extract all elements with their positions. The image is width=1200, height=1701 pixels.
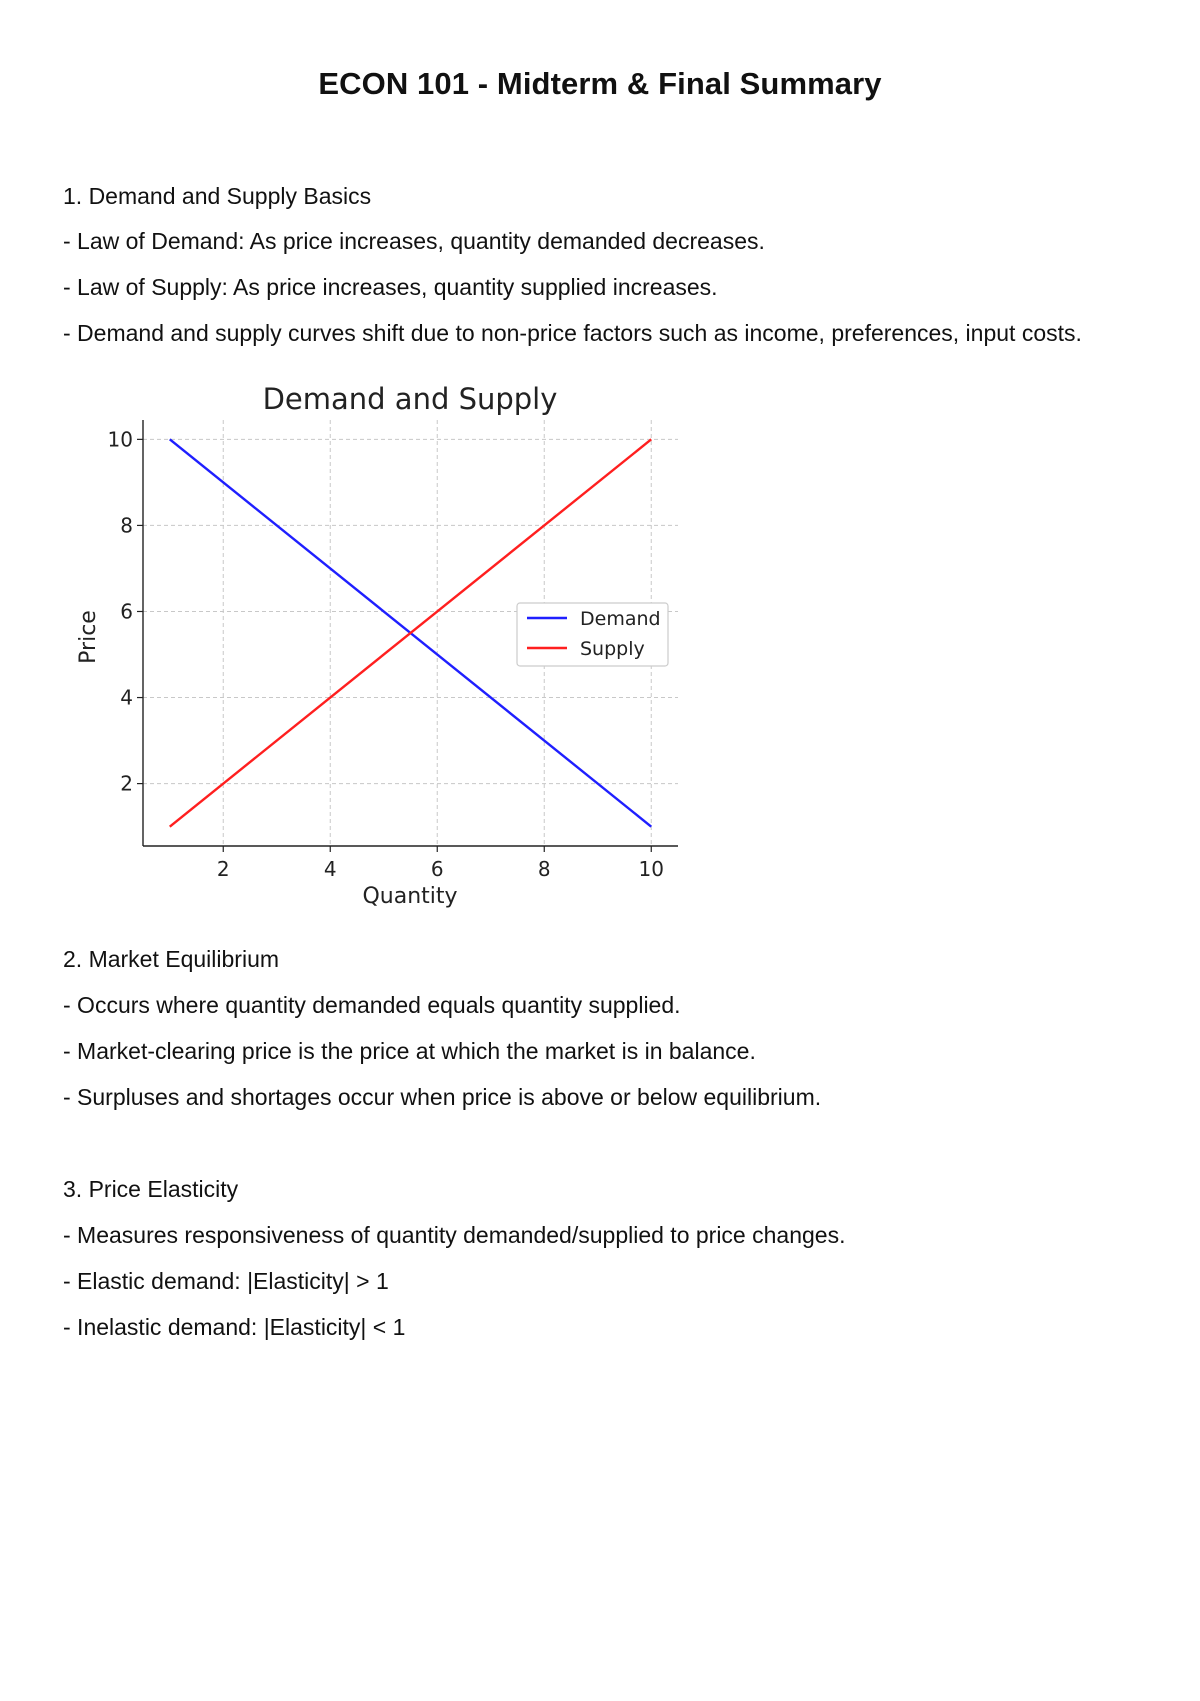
x-tick-label: 4 [323,857,337,881]
bullet-item: - Law of Demand: As price increases, quantity demanded decreases. [63,228,765,254]
bullet-item: - Market-clearing price is the price at which the market is in balance. [63,1038,756,1064]
section-heading: 1. Demand and Supply Basics [63,183,372,209]
bullet-item: - Inelastic demand: |Elasticity| < 1 [63,1314,406,1340]
y-tick-label: 2 [120,771,133,796]
bullet-item: - Measures responsiveness of quantity demanded/supplied to price changes. [63,1222,846,1248]
bullet-item: - Law of Supply: As price increases, quantity supplied increases. [63,274,718,300]
legend-label-demand: Demand [580,608,661,630]
section-heading: 3. Price Elasticity [63,1176,239,1202]
document-title: ECON 101 - Midterm & Final Summary [318,66,882,101]
bullet-item: - Surpluses and shortages occur when price is above or below equilibrium. [63,1084,822,1110]
x-tick-label: 2 [216,857,230,881]
section-heading: 2. Market Equilibrium [63,946,280,972]
x-tick-label: 10 [638,857,664,881]
x-tick-label: 8 [537,857,551,881]
chart-title: Demand and Supply [262,382,558,416]
y-tick-label: 6 [120,599,133,624]
y-tick-label: 4 [120,685,133,710]
y-tick-label: 8 [120,513,133,538]
x-tick-label: 6 [430,857,444,881]
chart-legend [517,603,668,666]
y-tick-label: 10 [107,427,133,452]
legend-label-supply: Supply [580,638,645,660]
y-axis-label: Price [76,610,101,664]
bullet-item: - Demand and supply curves shift due to non-price factors such as income, preferences, input costs. [63,320,1082,346]
bullet-item: - Elastic demand: |Elasticity| > 1 [63,1268,389,1294]
bullet-item: - Occurs where quantity demanded equals quantity supplied. [63,992,681,1018]
x-axis-label: Quantity [362,884,458,909]
